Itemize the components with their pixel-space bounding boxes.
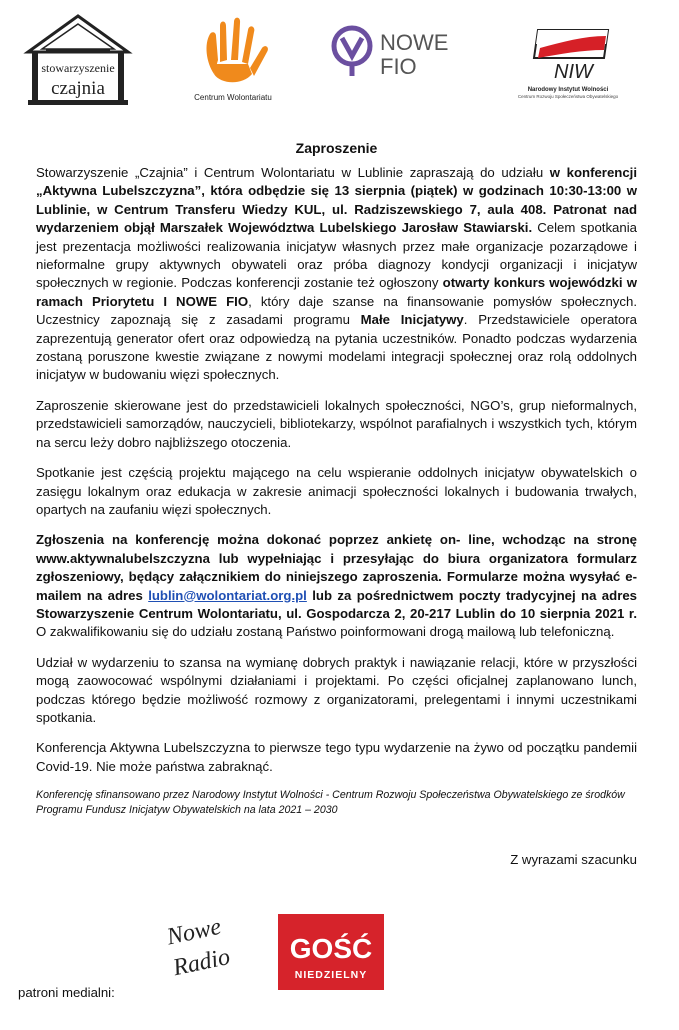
nowe-fio-line1: NOWE <box>380 30 449 55</box>
niw-logo <box>508 22 628 102</box>
paragraph-networking: Udział w wydarzeniu to szansa na wymianę dobrych praktyk i nawiązanie relacji, które w przyszłości mogą zaowocować wspólnymi działaniami i projektami. Po części oficjalnej zaplanowano lunch, podczas którego będzie możliwość rozmowy z organizatorami, prelegentami i innymi uczestnikami spotkania. <box>36 654 637 725</box>
centrum-wolontariatu-caption: Centrum Wolontariatu <box>194 93 272 102</box>
paragraph-registration <box>36 531 637 641</box>
niw-mark: NIW <box>554 61 593 83</box>
gosc-line2: NIEDZIELNY <box>294 969 368 981</box>
paragraph-project: Spotkanie jest częścią projektu mającego na celu wspieranie oddolnych inicjatyw obywatelskich o zasięgu lokalnym oraz edukacja w zakresie animacji społeczności lokalnych i budowania trwałych, opartych na zaufaniu więzi społecznych. <box>36 465 637 517</box>
p4-b: lub za pośrednictwem poczty tradycyjnej na adres Stowarzyszenie Centrum Wolontariatu, ul. Gospodarcza 2, 20-217 Lublin do 10 sierpnia 2021 r. <box>36 587 637 621</box>
p1-g: . Przedstawiciele operatora zaprezentują generator ofert oraz odpowiedzą na pytania uczestników. Ponadto podczas wydarzenia zostaną poruszone kwestie związane z nowymi modelami integracji społecznej oraz rolą oddolnych inicjatyw w budowaniu więzi społecznych. <box>36 312 638 383</box>
nowe-fio-line2: FIO <box>380 54 417 79</box>
czajnia-logo-line1: stowarzyszenie <box>41 61 115 75</box>
p1-d: otwarty konkurs wojewódzki w ramach Priorytetu I NOWE FIO <box>36 275 637 309</box>
email-link[interactable]: lublin@wolontariat.org.pl <box>148 587 307 603</box>
p4-c: O zakwalifikowaniu się do udziału zostaną Państwo poinformowani drogą mailową lub telefoniczną. <box>36 624 615 640</box>
funding-footnote: Konferencję sfinansowano przez Narodowy Instytut Wolności - Centrum Rozwoju Społeczeństwa Obywatelskiego ze środków Programu Fundusz Inicjatyw Obywatelskich na lata 2021 – 2030 <box>36 789 625 817</box>
nowe-radio-line1: Nowe <box>164 913 224 951</box>
logo-row <box>0 0 679 120</box>
gosc-line1: GOŚĆ <box>289 933 373 964</box>
gosc-niedzielny-logo <box>278 914 384 990</box>
p1-f: Małe Inicjatywy <box>360 312 464 328</box>
p1-e: , który daje szanse na finansowanie pomysłów społecznych. Uczestnicy zapoznają się z zasadami programu <box>36 293 637 328</box>
niw-line1: Narodowy Instytut Wolności <box>527 87 609 93</box>
media-patrons-label: patroni medialni: <box>18 985 115 1000</box>
p1-a: Stowarzyszenie „Czajnia” i Centrum Wolontariatu w Lublinie zapraszają do udziału <box>36 165 550 180</box>
czajnia-logo <box>22 12 134 108</box>
p1-b: w konferencji „Aktywna Lubelszczyzna”, która odbędzie się 13 sierpnia (piątek) w godzinach 10:30-13:00 w Lublinie, w Centrum Transferu Wiedzy KUL, ul. Radziszewskiego 7, aula 408. Patronat nad wydarzeniem objął Marszałek Województwa Lubelskiego Jarosław Stawiarski. <box>36 165 637 236</box>
paragraph-intro <box>36 164 637 385</box>
czajnia-logo-line2: czajnia <box>51 78 105 99</box>
centrum-wolontariatu-logo <box>186 14 280 106</box>
niw-line2: Centrum Rozwoju Społeczeństwa Obywatelskiego <box>517 94 619 99</box>
p4-a: Zgłoszenia na konferencję można dokonać poprzez ankietę on- line, wchodząc na stronę www.aktywnalubelszczyzna lub wypełniając i przesyłając do biura organizatora formularz zgłoszeniowy, będący załącznikiem do niniejszego zaproszenia. Formularze można wysyłać e-mailem na adres <box>36 532 637 603</box>
nowe-radio-logo <box>160 908 240 986</box>
document-body <box>36 140 637 818</box>
closing-salutation: Z wyrazami szacunku <box>510 852 637 867</box>
nowe-fio-logo <box>330 22 454 82</box>
document-title: Zaproszenie <box>295 140 378 156</box>
paragraph-closing: Konferencja Aktywna Lubelszczyzna to pierwsze tego typu wydarzenie na żywo od początku pandemii Covid-19. Nie może państwa zabraknąć. <box>36 740 637 774</box>
nowe-radio-line2: Radio <box>170 943 233 982</box>
p1-c: Celem spotkania jest prezentacja możliwości realizowania inicjatyw własnych przez małe organizacje pozarządowe i nieformalne grupy aktywnych obywateli oraz próba diagnozy kondycji organizacji i inicjatyw społecznych w regionie. Podczas konferencji zostanie też ogłoszony <box>36 220 637 291</box>
paragraph-audience: Zaproszenie skierowane jest do przedstawicieli lokalnych społeczności, NGO’s, grup nieformalnych, przedstawicieli samorządów, nauczycieli, bibliotekarzy, wspólnot parafialnych i wszystkich tych, którym na sercu leży dobro najbliższego otoczenia. <box>36 397 637 450</box>
